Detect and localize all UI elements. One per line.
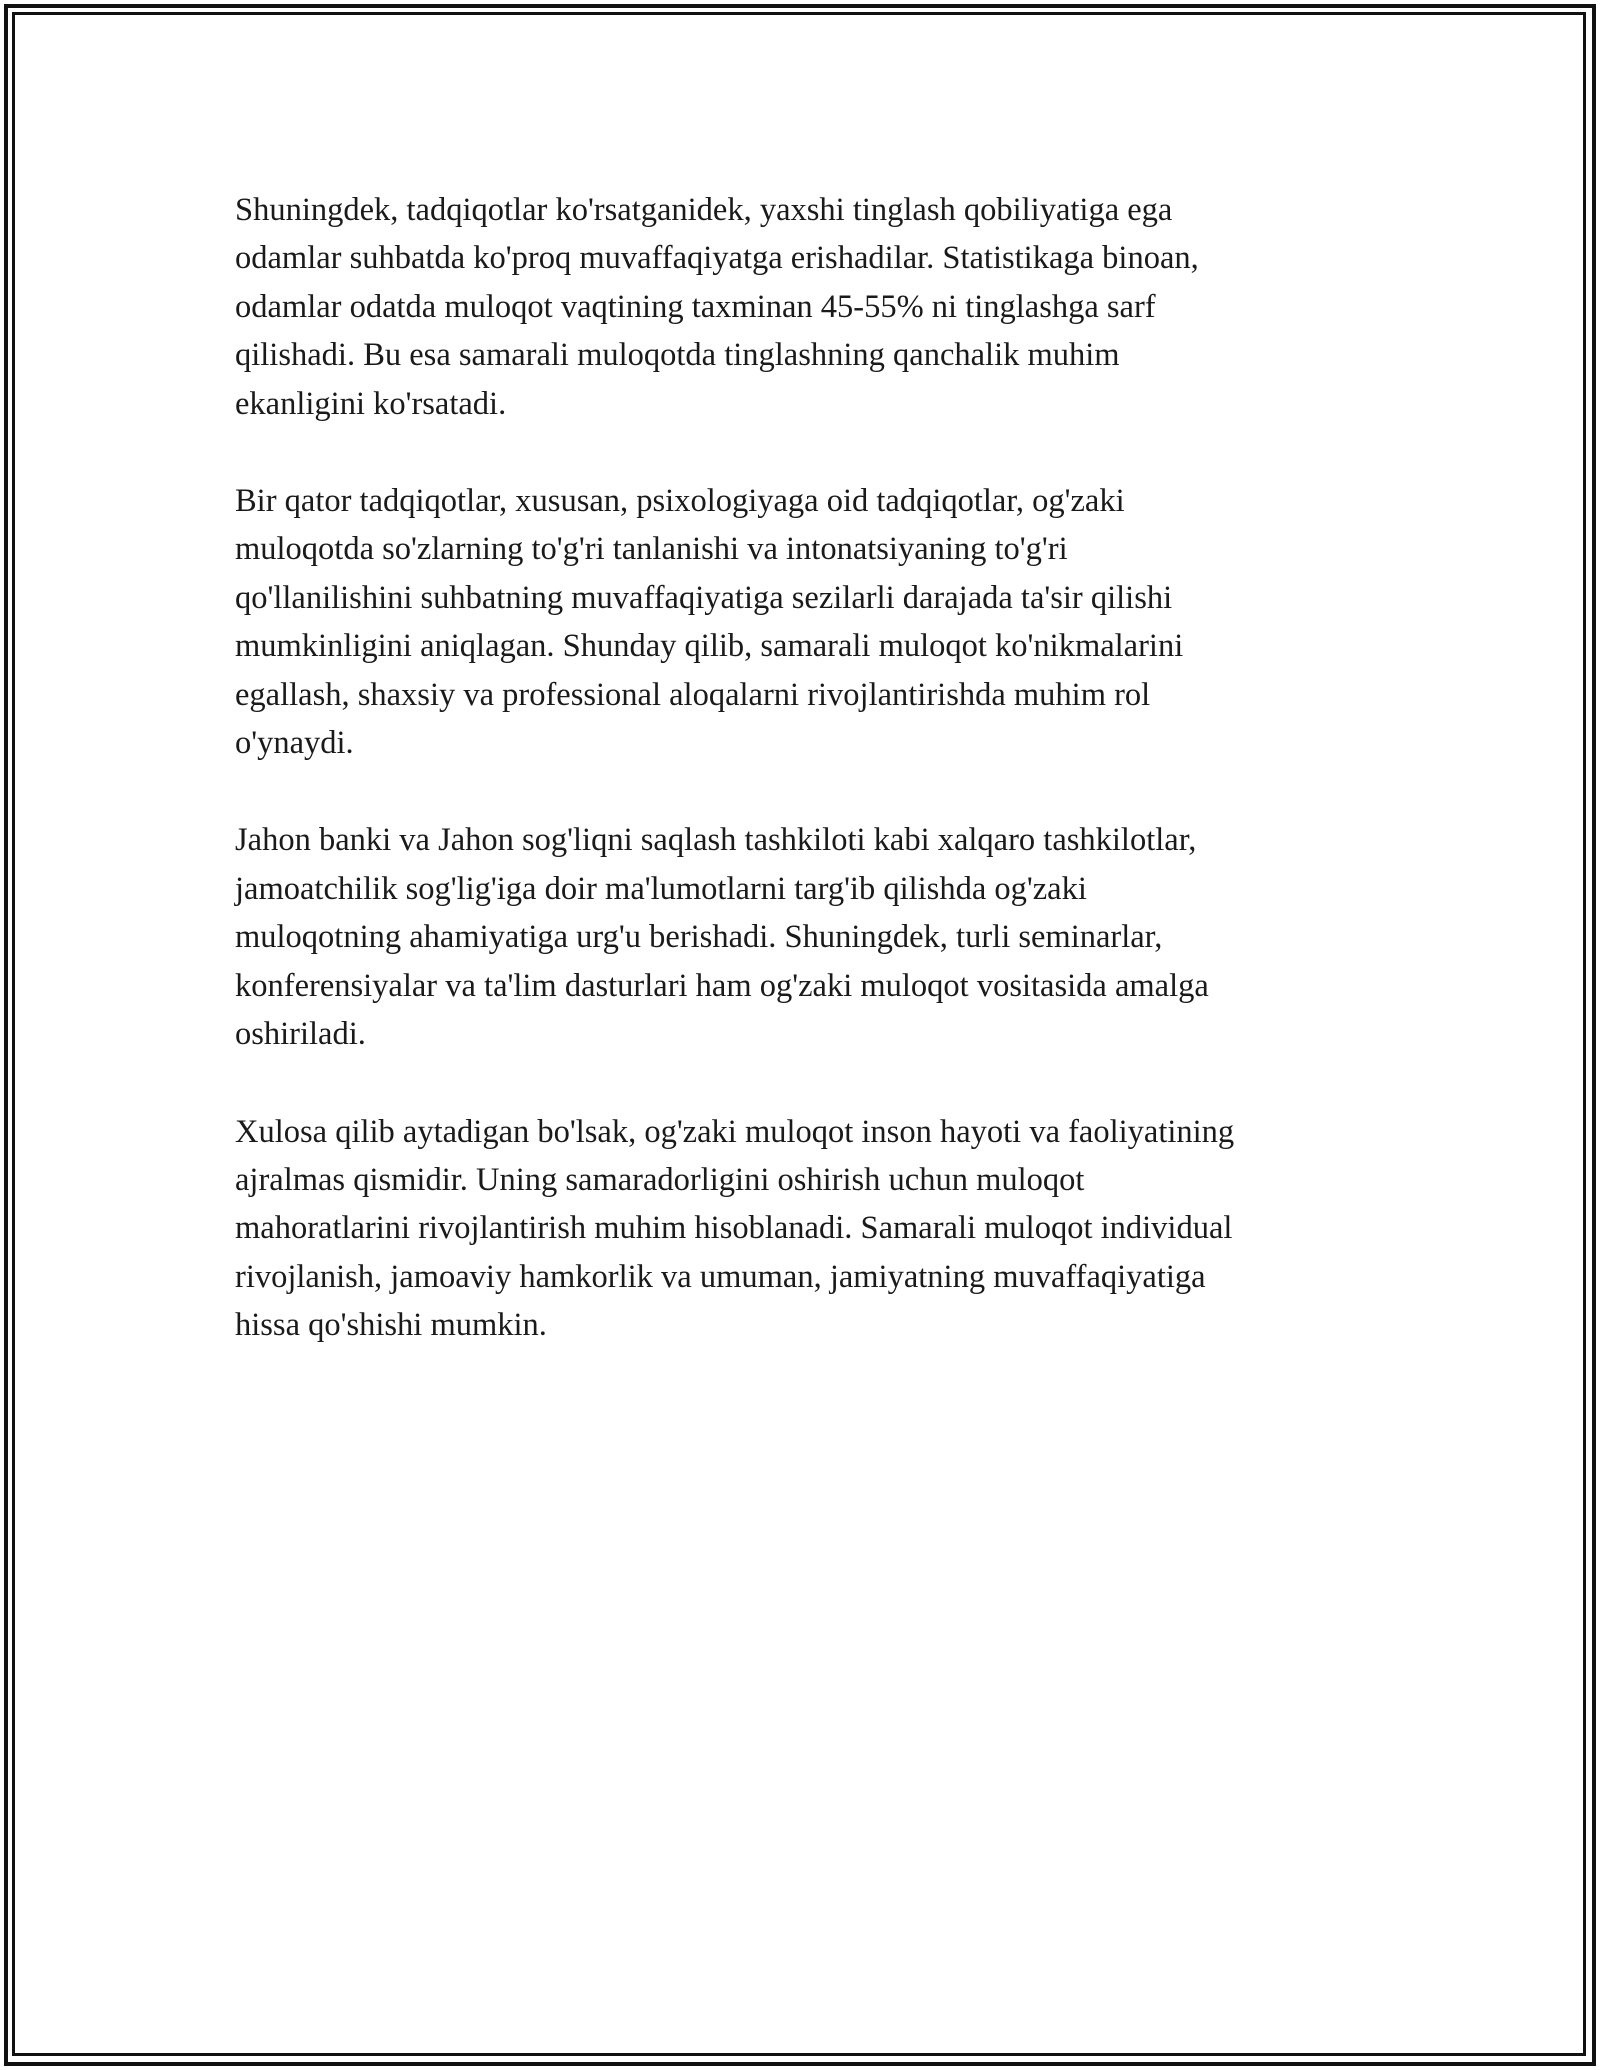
paragraph-research: Bir qator tadqiqotlar, xususan, psixologiyaga oid tadqiqotlar, og'zaki muloqotda so'zlarning to'g'ri tanlanishi va intonatsiyaning to'g'ri qo'llanilishini suhbatning muvaffaqiyatiga sezilarli darajada ta'sir qilishi mumkinligini aniqlagan. Shunday qilib, samarali muloqot ko'nikmalarini egallash, shaxsiy va professional aloqalarni rivojlantirishda muhim rol o'ynaydi. (235, 483, 1184, 762)
document-body (235, 186, 1385, 1399)
paragraph-organizations: Jahon banki va Jahon sog'liqni saqlash tashkiloti kabi xalqaro tashkilotlar, jamoatchilik sog'lig'iga doir ma'lumotlarni targ'ib qilishda og'zaki muloqotning ahamiyatiga urg'u berishadi. Shuningdek, turli seminarlar, konferensiyalar va ta'lim dasturlari ham og'zaki muloqot vositasida amalga oshiriladi. (235, 822, 1209, 1053)
paragraph-listening: Shuningdek, tadqiqotlar ko'rsatganidek, yaxshi tinglash qobiliyatiga ega odamlar suhbatda ko'proq muvaffaqiyatga erishadilar. Statistikaga binoan, odamlar odatda muloqot vaqtining taxminan 45-55% ni tinglashga sarf qilishadi. Bu esa samarali muloqotda tinglashning qanchalik muhim ekanligini ko'rsatadi. (235, 192, 1199, 422)
paragraph-conclusion: Xulosa qilib aytadigan bo'lsak, og'zaki muloqot inson hayoti va faoliyatining ajralmas qismidir. Uning samaradorligini oshirish uchun muloqot mahoratlarini rivojlantirish muhim hisoblanadi. Samarali muloqot individual rivojlanish, jamoaviy hamkorlik va umuman, jamiyatning muvaffaqiyatiga hissa qo'shishi mumkin. (235, 1113, 1235, 1344)
